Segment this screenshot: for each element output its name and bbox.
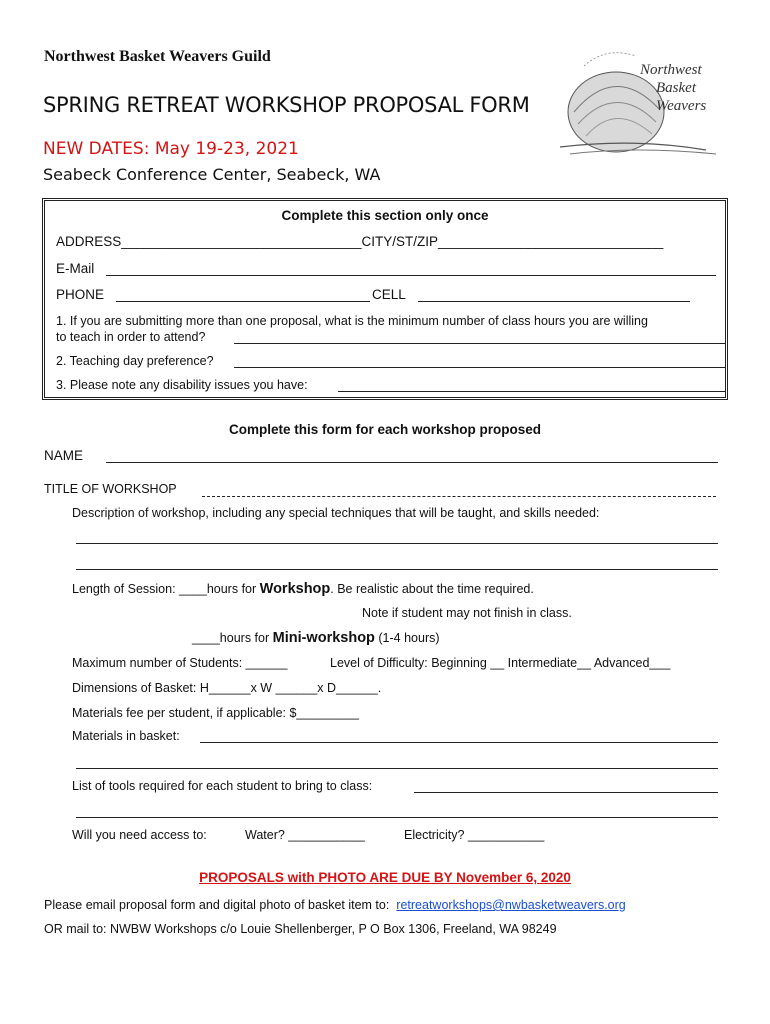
- form-title: SPRING RETREAT WORKSHOP PROPOSAL FORM: [43, 93, 530, 117]
- description-line-2[interactable]: [76, 569, 718, 570]
- q3-label: 3. Please note any disability issues you have:: [56, 378, 308, 392]
- mini-workshop-length: ____hours for Mini-workshop (1-4 hours): [192, 630, 440, 646]
- address-field[interactable]: ADDRESS________________________________CITY/ST/ZIP______________________________: [56, 234, 664, 249]
- session-length: Length of Session: ____hours for Workshop. Be realistic about the time required.: [72, 581, 534, 597]
- dimensions-field[interactable]: Dimensions of Basket: H______x W ______x D______.: [72, 681, 382, 695]
- basket-logo-icon: [556, 42, 732, 160]
- org-name: Northwest Basket Weavers Guild: [44, 48, 271, 65]
- phone-field[interactable]: [116, 301, 370, 302]
- q1-line2: to teach in order to attend?: [56, 330, 206, 344]
- materials-in-basket-label: Materials in basket:: [72, 729, 180, 743]
- electricity-field[interactable]: Electricity? ___________: [404, 828, 545, 842]
- name-label: NAME: [44, 448, 84, 463]
- logo-word-1: Northwest: [640, 62, 702, 78]
- logo-word-2: Basket: [656, 80, 696, 96]
- email-label: E-Mail: [56, 261, 95, 276]
- finish-note: Note if student may not finish in class.: [362, 606, 572, 620]
- workshop-section-heading: Complete this form for each workshop proposed: [228, 422, 542, 437]
- due-date-notice: PROPOSALS with PHOTO ARE DUE BY November 6, 2020: [199, 870, 571, 885]
- tools-field[interactable]: [414, 792, 718, 793]
- email-field[interactable]: [106, 275, 716, 276]
- water-field[interactable]: Water? ___________: [245, 828, 365, 842]
- description-line-1[interactable]: [76, 543, 718, 544]
- mail-instructions: OR mail to: NWBW Workshops c/o Louie Shellenberger, P O Box 1306, Freeland, WA 98249: [44, 922, 557, 936]
- q2-label: 2. Teaching day preference?: [56, 354, 214, 368]
- location: Seabeck Conference Center, Seabeck, WA: [43, 165, 381, 184]
- description-label: Description of workshop, including any special techniques that will be taught, and skills needed:: [72, 506, 600, 520]
- q2-field[interactable]: [234, 367, 726, 368]
- new-dates: NEW DATES: May 19-23, 2021: [43, 139, 299, 159]
- cell-field[interactable]: [418, 301, 690, 302]
- phone-label: PHONE: [56, 287, 105, 302]
- q3-field[interactable]: [338, 391, 726, 392]
- email-instructions: Please email proposal form and digital photo of basket item to: retreatworkshops@nwbasketweavers.org: [44, 898, 626, 912]
- materials-line-2[interactable]: [76, 768, 718, 769]
- q1-field[interactable]: [234, 343, 726, 344]
- difficulty-field[interactable]: Level of Difficulty: Beginning __ Intermediate__ Advanced___: [330, 656, 671, 670]
- tools-label: List of tools required for each student to bring to class:: [72, 779, 373, 793]
- logo-word-3: Weavers: [656, 98, 707, 114]
- access-label: Will you need access to:: [72, 828, 207, 842]
- name-field[interactable]: [106, 462, 718, 463]
- materials-fee-field[interactable]: Materials fee per student, if applicable: $_________: [72, 706, 359, 720]
- tools-line-2[interactable]: [76, 817, 718, 818]
- once-section-heading: Complete this section only once: [281, 208, 489, 223]
- guild-logo: [556, 42, 732, 160]
- cell-label: CELL: [372, 287, 406, 302]
- workshop-title-label: TITLE OF WORKSHOP: [44, 482, 177, 496]
- max-students-field[interactable]: Maximum number of Students: ______: [72, 656, 288, 670]
- submission-email-link[interactable]: retreatworkshops@nwbasketweavers.org: [396, 898, 626, 912]
- materials-in-basket-field[interactable]: [200, 742, 718, 743]
- q1-line1: 1. If you are submitting more than one proposal, what is the minimum number of class hours you are willing: [56, 314, 648, 328]
- workshop-title-field[interactable]: [202, 496, 716, 497]
